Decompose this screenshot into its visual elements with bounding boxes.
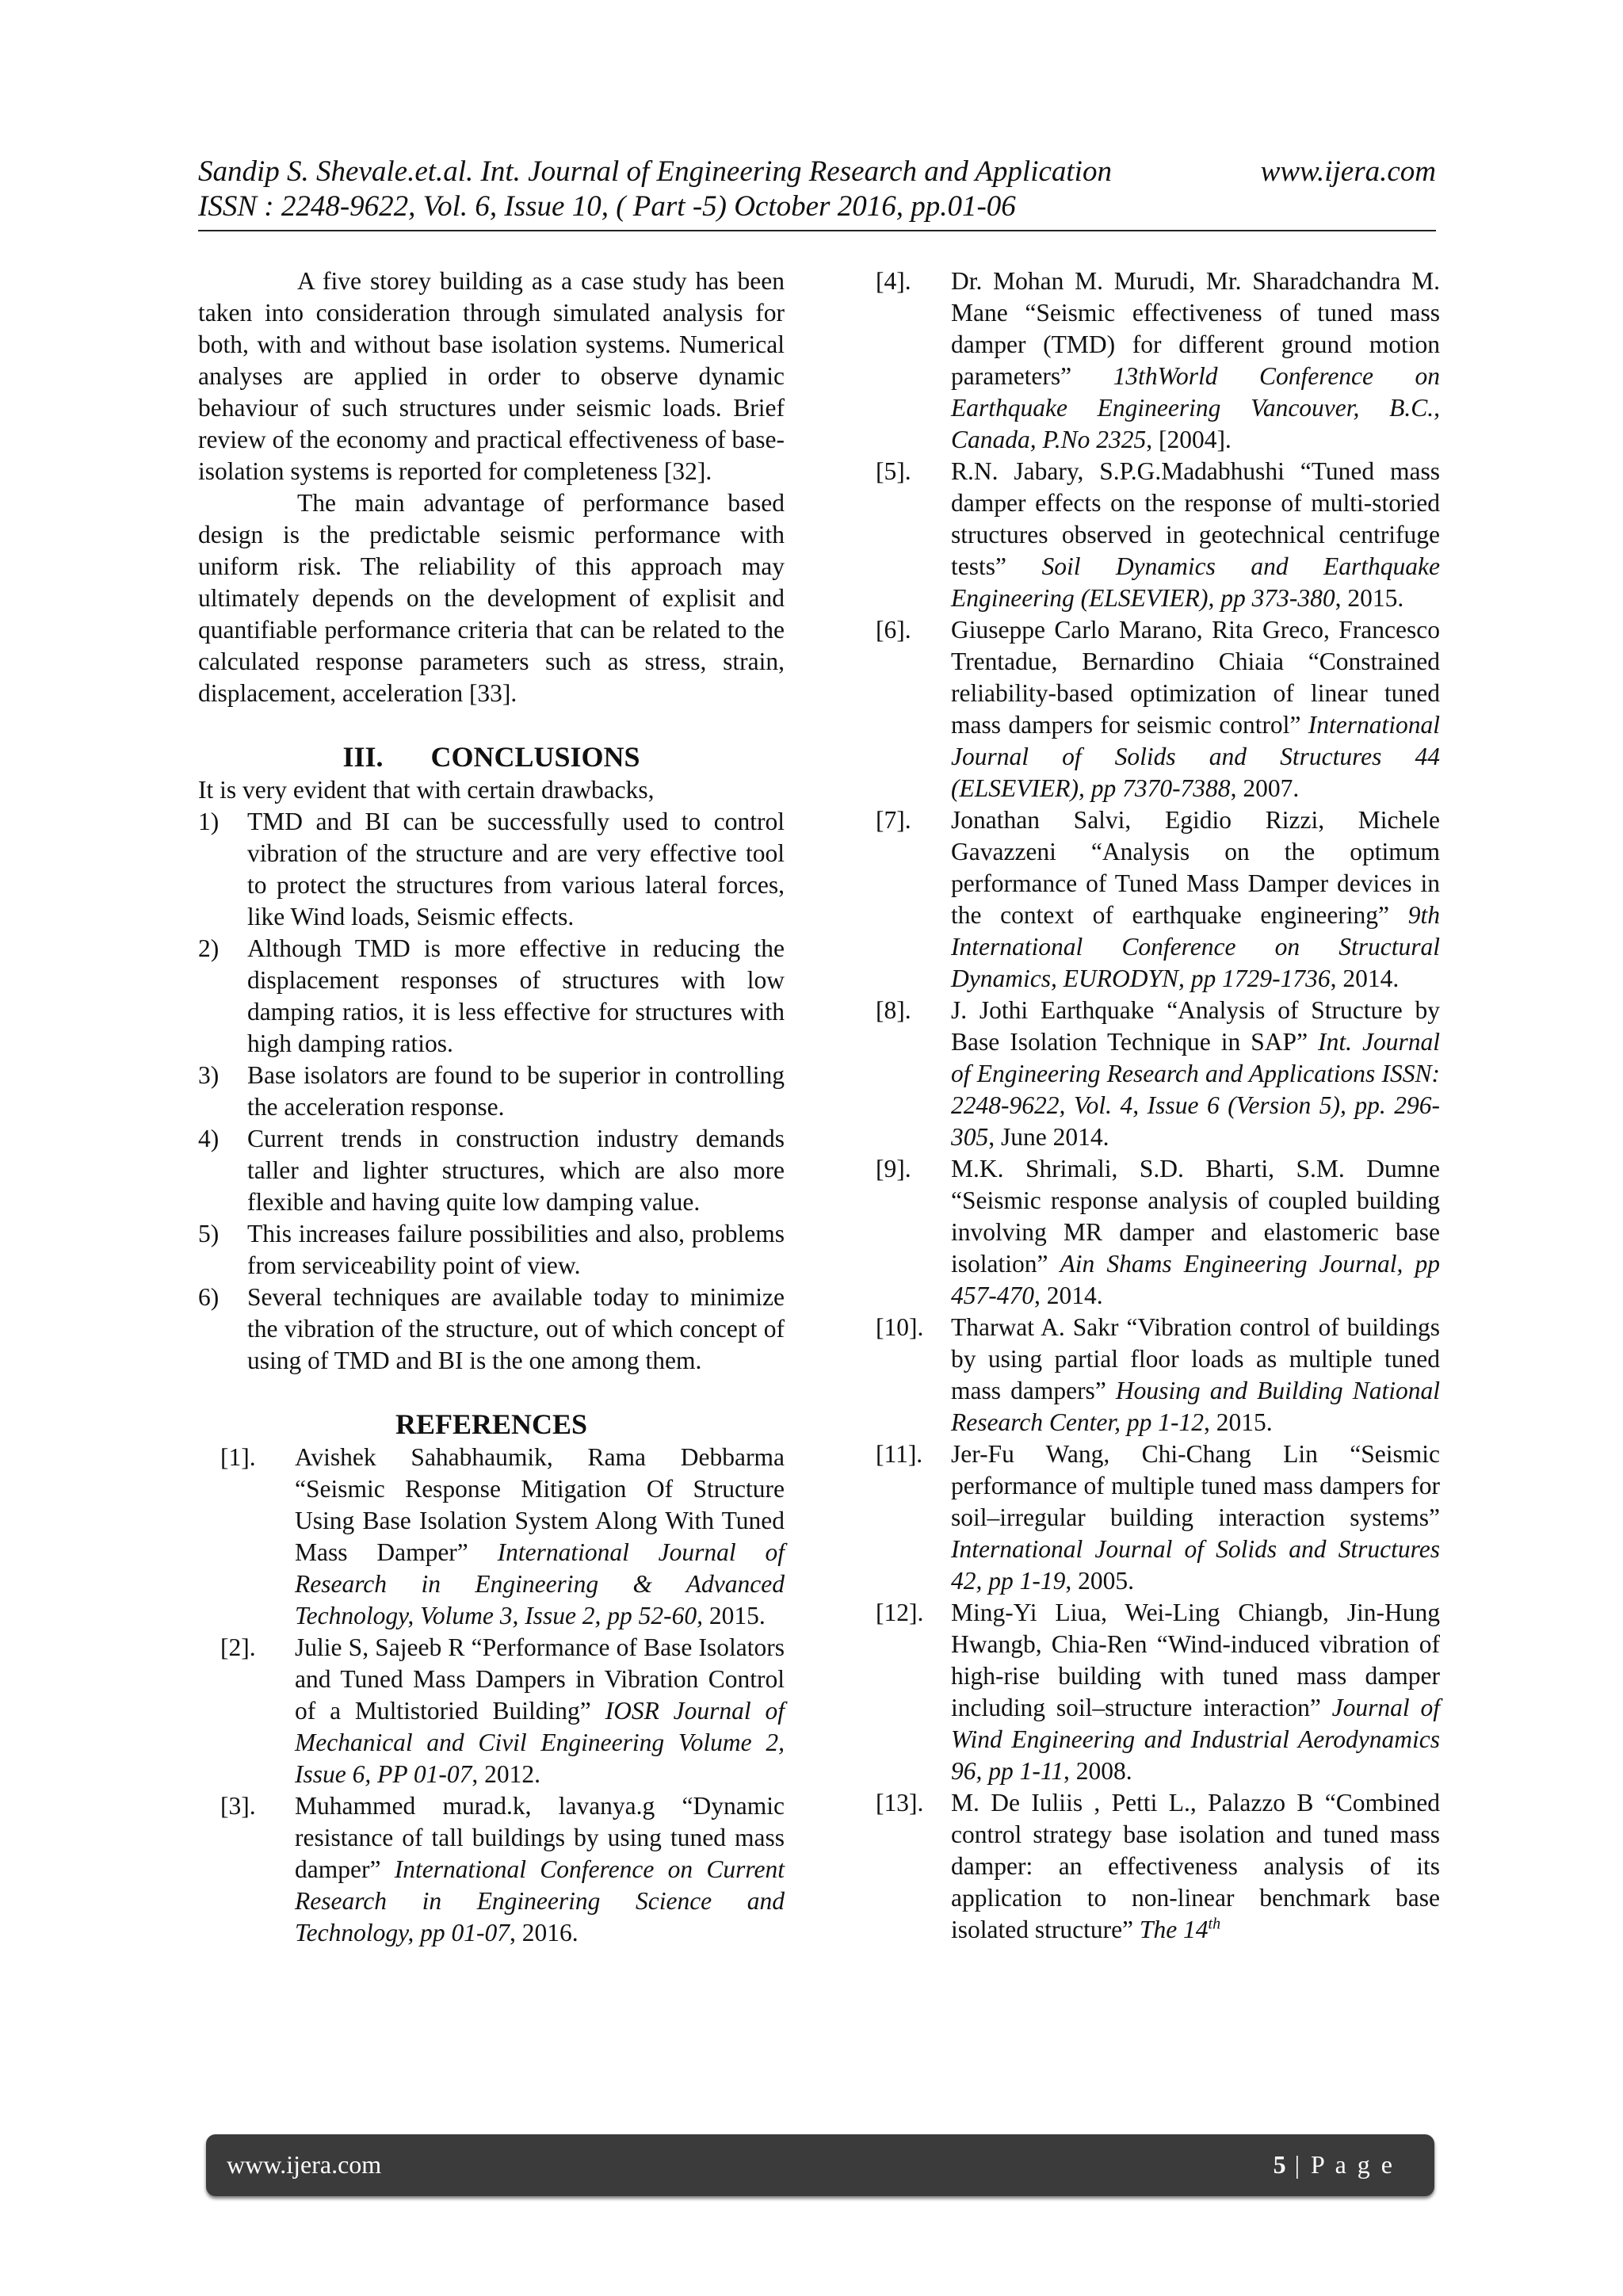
footer-page-indicator: [1274, 2150, 1395, 2179]
page-label: | P a g e: [1285, 2150, 1395, 2179]
section-number: III.: [342, 741, 384, 773]
conclusion-number: 2): [198, 934, 220, 962]
reference-number: [6].: [876, 616, 911, 644]
reference-item: [876, 804, 1440, 995]
reference-item: [876, 1153, 1440, 1312]
conclusion-number: 4): [198, 1125, 220, 1152]
reference-item: [876, 266, 1440, 456]
reference-text: [951, 614, 1440, 804]
conclusion-text: This increases failure possibilities and also, problems from serviceability point of view.: [247, 1220, 785, 1279]
reference-item: [876, 1312, 1440, 1438]
reference-year: , 2014.: [1330, 965, 1400, 992]
header-website[interactable]: www.ijera.com: [1260, 155, 1436, 188]
conclusions-heading: [198, 739, 785, 774]
reference-authors-title: Julie S, Sajeeb R “Performance of Base Isolators and Tuned Mass Dampers in Vibration Control of a Multistoried Building”: [295, 1633, 785, 1725]
conclusion-text: Several techniques are available today to minimize the vibration of the structure, out of which concept of using of TMD and BI is the one among them.: [247, 1283, 785, 1374]
reference-authors-title: M. De Iuliis , Petti L., Palazzo B “Combined control strategy base isolation and tuned mass damper: an effectiveness analysis of its application to non-linear benchmark base isolated structure”: [951, 1789, 1440, 1943]
conclusion-item: [198, 806, 785, 933]
conclusion-item: [198, 1282, 785, 1377]
reference-text: [951, 1597, 1440, 1787]
reference-authors-title: M.K. Shrimali, S.D. Bharti, S.M. Dumne “Seismic response analysis of coupled building involving MR damper and elastomeric base isolation”: [951, 1155, 1440, 1278]
conclusion-text: Base isolators are found to be superior in controlling the acceleration response.: [247, 1061, 785, 1121]
reference-item: [876, 1438, 1440, 1597]
reference-text: [951, 1787, 1440, 1946]
reference-year: , 2012.: [472, 1760, 541, 1788]
reference-source: Housing and Building National Research Center, pp 1-12: [951, 1377, 1440, 1436]
references-heading: REFERENCES: [395, 1408, 588, 1440]
reference-number: [11].: [876, 1440, 923, 1468]
conclusion-item: [198, 1123, 785, 1218]
reference-number: [7].: [876, 806, 911, 834]
reference-source: International Journal of Solids and Structures 42, pp 1-19: [951, 1535, 1440, 1595]
reference-authors-title: Dr. Mohan M. Murudi, Mr. Sharadchandra M. Mane “Seismic effectiveness of tuned mass damper (TMD) for different ground motion parameters”: [951, 267, 1440, 390]
conclusion-number: 5): [198, 1220, 220, 1247]
reference-authors-title: Giuseppe Carlo Marano, Rita Greco, Francesco Trentadue, Bernardino Chiaia “Constrained reliability-based optimization of linear tuned mass dampers for seismic control”: [951, 616, 1440, 739]
reference-source: 9th International Conference on Structural Dynamics, EURODYN, pp 1729-1736: [951, 901, 1440, 992]
header-issn: ISSN : 2248-9622, Vol. 6, Issue 10, ( Part -5) October 2016, pp.01-06: [198, 190, 1016, 223]
header-divider: [198, 230, 1436, 231]
reference-number: [8].: [876, 996, 911, 1024]
reference-source: Ain Shams Engineering Journal, pp 457-470: [951, 1250, 1440, 1309]
reference-authors-title: Tharwat A. Sakr “Vibration control of buildings by using partial floor loads as multiple tuned mass dampers”: [951, 1313, 1440, 1404]
reference-source: IOSR Journal of Mechanical and Civil Engineering Volume 2, Issue 6, PP 01-07: [295, 1697, 785, 1788]
reference-source: Soil Dynamics and Earthquake Engineering (ELSEVIER), pp 373-380: [951, 552, 1441, 612]
reference-item: [876, 995, 1440, 1153]
reference-superscript: th: [1208, 1915, 1221, 1933]
reference-item: [198, 1632, 785, 1790]
reference-authors-title: Ming-Yi Liua, Wei-Ling Chiangb, Jin-Hung Hwangb, Chia-Ren “Wind-induced vibration of high-rise building with tuned mass damper including soil–structure interaction”: [951, 1599, 1440, 1721]
header-citation: Sandip S. Shevale.et.al. Int. Journal of Engineering Research and Application: [198, 155, 1112, 188]
reference-text: [951, 1438, 1440, 1597]
reference-text: [295, 1442, 785, 1632]
reference-year: , 2005.: [1065, 1567, 1134, 1595]
reference-text: [951, 995, 1440, 1153]
conclusion-text: TMD and BI can be successfully used to control vibration of the structure and are very effective tool to protect the structures from various lateral forces, like Wind loads, Seismic effects.: [247, 808, 785, 930]
reference-text: [951, 456, 1440, 614]
reference-source: International Conference on Current Research in Engineering Science and Technology, pp 01-07: [295, 1855, 785, 1946]
reference-source: International Journal of Research in Engineering & Advanced Technology, Volume 3, Issue 2, pp 52-60,: [295, 1538, 785, 1629]
reference-item: [198, 1790, 785, 1949]
reference-year: , 2015.: [1335, 584, 1404, 612]
conclusion-number: 3): [198, 1061, 220, 1089]
left-column: [198, 266, 785, 1949]
reference-year: , 2007.: [1230, 774, 1300, 802]
page-header: [198, 155, 1436, 224]
reference-item: [198, 1442, 785, 1632]
reference-authors-title: Muhammed murad.k, lavanya.g “Dynamic resistance of tall buildings by using tuned mass damper”: [295, 1792, 785, 1883]
references-list-right: [876, 266, 1440, 1946]
references-list-left: [198, 1442, 785, 1949]
conclusion-item: [198, 1218, 785, 1282]
page-footer: [206, 2134, 1434, 2196]
reference-number: [12].: [876, 1599, 924, 1626]
reference-year: , [2004].: [1146, 426, 1232, 453]
reference-year: 2015.: [703, 1602, 766, 1629]
reference-year: , 2008.: [1064, 1757, 1132, 1785]
reference-number: [3].: [220, 1792, 256, 1820]
intro-paragraph-1: A five storey building as a case study has been taken into consideration through simulated analysis for both, with and without base isolation systems. Numerical analyses are applied in order to observe dynamic behaviour of such structures under seismic loads. Brief review of the economy and practical effectiveness of base-isolation systems is reported for completeness [32].: [198, 267, 785, 485]
reference-source: 13thWorld Conference on Earthquake Engineering Vancouver, B.C., Canada, P.No 2325: [951, 362, 1440, 453]
reference-authors-title: J. Jothi Earthquake “Analysis of Structure by Base Isolation Technique in SAP”: [951, 996, 1440, 1056]
reference-source: Int. Journal of Engineering Research and Applications ISSN: 2248-9622, Vol. 4, Issue 6 (Version 5), pp. 296-305: [951, 1028, 1441, 1151]
reference-item: [876, 614, 1440, 804]
reference-text: [951, 266, 1440, 456]
footer-website[interactable]: www.ijera.com: [227, 2150, 382, 2179]
conclusion-text: Although TMD is more effective in reducing the displacement responses of structures with low damping ratios, it is less effective for structures with high damping ratios.: [247, 934, 785, 1057]
conclusion-text: Current trends in construction industry demands taller and lighter structures, which are also more flexible and having quite low damping value.: [247, 1125, 785, 1216]
reference-item: [876, 1597, 1440, 1787]
reference-number: [2].: [220, 1633, 256, 1661]
reference-item: [876, 456, 1440, 614]
conclusions-lead: It is very evident that with certain drawbacks,: [198, 776, 655, 804]
right-column: [876, 266, 1440, 1946]
reference-authors-title: Avishek Sahabhaumik, Rama Debbarma “Seismic Response Mitigation Of Structure Using Base Isolation System Along With Tuned Mass Damper”: [295, 1443, 785, 1566]
conclusion-number: 6): [198, 1283, 220, 1311]
reference-source: The 14: [1139, 1916, 1209, 1943]
reference-number: [10].: [876, 1313, 924, 1341]
reference-text: [951, 1312, 1440, 1438]
reference-year: , June 2014.: [988, 1123, 1109, 1151]
reference-year: , 2014.: [1034, 1282, 1103, 1309]
reference-text: [951, 1153, 1440, 1312]
reference-authors-title: R.N. Jabary, S.P.G.Madabhushi “Tuned mass damper effects on the response of multi-storied structures observed in geotechnical centrifuge tests”: [951, 457, 1440, 580]
conclusion-item: [198, 1060, 785, 1123]
reference-number: [13].: [876, 1789, 924, 1817]
reference-number: [4].: [876, 267, 911, 295]
section-title: CONCLUSIONS: [430, 741, 640, 773]
intro-paragraph-2: The main advantage of performance based design is the predictable seismic performance with uniform risk. The reliability of this approach may ultimately depends on the development of explisit and quantifiable performance criteria that can be related to the calculated response parameters such as stress, strain, displacement, acceleration [33].: [198, 489, 785, 707]
reference-item: [876, 1787, 1440, 1946]
reference-text: [295, 1632, 785, 1790]
page-number: 5: [1273, 2150, 1286, 2179]
reference-authors-title: Jonathan Salvi, Egidio Rizzi, Michele Gavazzeni “Analysis on the optimum performance of Tuned Mass Damper devices in the context of earthquake engineering”: [951, 806, 1440, 929]
conclusions-list: [198, 806, 785, 1377]
reference-number: [9].: [876, 1155, 911, 1182]
conclusion-item: [198, 933, 785, 1060]
reference-year: , 2016.: [509, 1919, 579, 1946]
reference-number: [5].: [876, 457, 911, 485]
reference-year: , 2015.: [1204, 1408, 1273, 1436]
reference-text: [295, 1790, 785, 1949]
reference-authors-title: Jer-Fu Wang, Chi-Chang Lin “Seismic performance of multiple tuned mass dampers for soil–irregular building interaction systems”: [951, 1440, 1440, 1531]
reference-source: International Journal of Solids and Structures 44 (ELSEVIER), pp 7370-7388: [951, 711, 1440, 802]
reference-source: Journal of Wind Engineering and Industrial Aerodynamics 96, pp 1-11: [951, 1694, 1440, 1785]
conclusion-number: 1): [198, 808, 220, 835]
reference-text: [951, 804, 1440, 995]
reference-number: [1].: [220, 1443, 256, 1471]
